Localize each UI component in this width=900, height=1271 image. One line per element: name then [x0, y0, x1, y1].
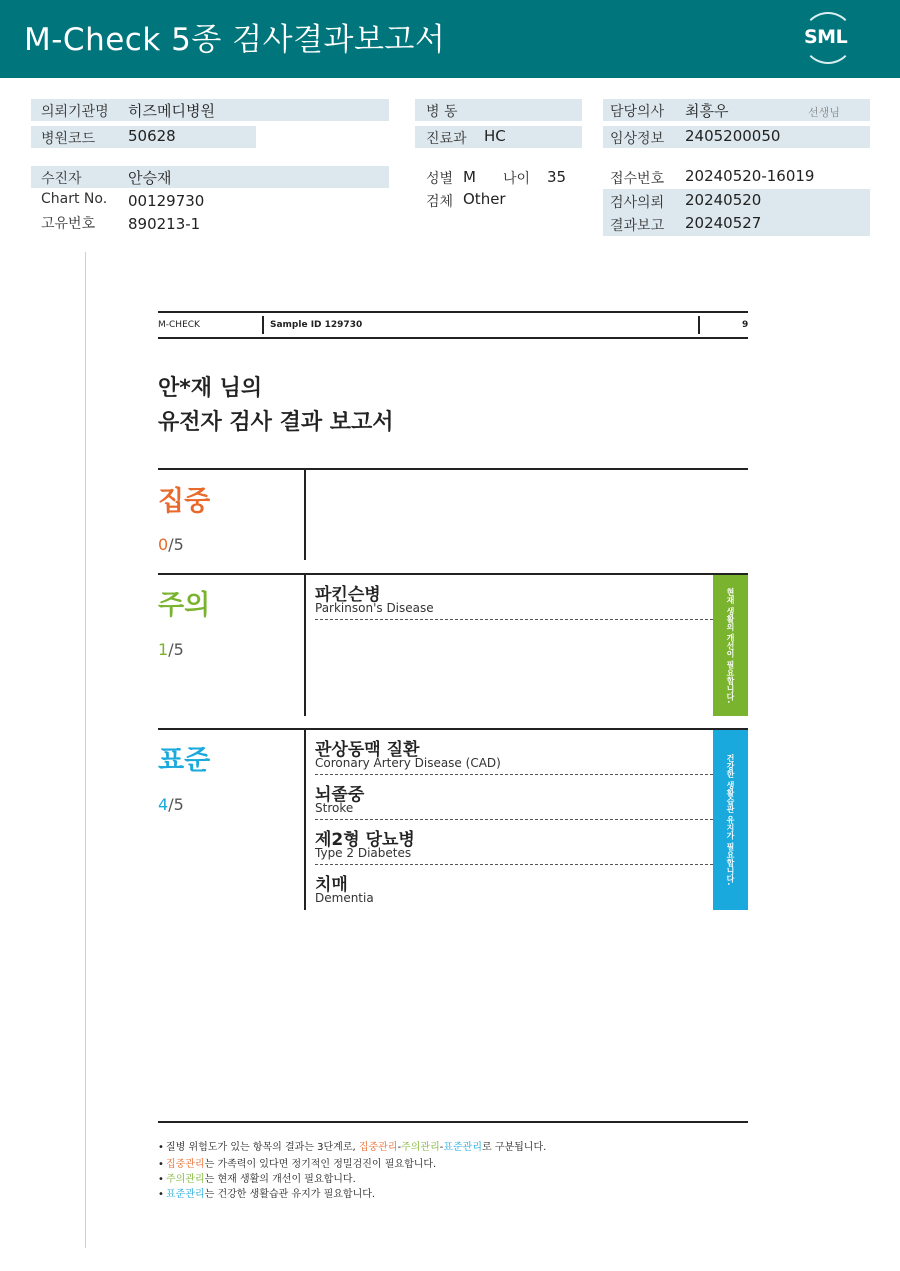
- report-date-label: 결과보고: [610, 218, 665, 234]
- disease-parkinsons-ko: 파킨슨병: [315, 585, 381, 605]
- item-divider: [315, 819, 713, 820]
- section-focus-title: 집중: [158, 486, 211, 517]
- sample-id: Sample ID 129730: [270, 320, 363, 330]
- report-header: [0, 0, 900, 78]
- section-standard-divider: [304, 730, 306, 910]
- margin-line: [85, 252, 86, 1248]
- standard-side-text: 건강한 생활습관 유지가 필요합니다.: [726, 754, 735, 886]
- disease-cad-ko: 관상동맥 질환: [315, 740, 420, 760]
- institution-value: 히즈메디병원: [128, 102, 215, 120]
- section-caution-title: 주의: [158, 590, 211, 621]
- dept-label: 진료과: [426, 131, 467, 147]
- dept-value: HC: [484, 127, 506, 145]
- page-number: 9: [742, 320, 749, 330]
- age-label: 나이: [503, 171, 531, 187]
- section-caution-rule: [158, 573, 748, 575]
- section-standard-title: 표준: [158, 745, 211, 776]
- disease-parkinsons-en: Parkinson's Disease: [315, 601, 434, 615]
- strip-divider: [262, 316, 264, 334]
- caution-side-text: 현재 생활의 개선이 필요합니다.: [726, 587, 735, 704]
- request-label: 검사의뢰: [610, 195, 665, 211]
- disease-dementia-en: Dementia: [315, 891, 374, 905]
- section-standard-count: 4/5: [158, 795, 184, 814]
- doctor-value: 최흥우: [685, 102, 729, 120]
- section-focus-rule: [158, 468, 748, 470]
- logo-text: SML: [804, 26, 848, 48]
- disease-diabetes-en: Type 2 Diabetes: [315, 846, 412, 860]
- item-divider: [315, 774, 713, 775]
- institution-label: 의뢰기관명: [41, 104, 109, 120]
- receipt-label: 접수번호: [610, 171, 665, 187]
- note-3: • 주의관리는 현재 생활의 개선이 필요합니다.: [158, 1174, 356, 1185]
- ward-label: 병 동: [426, 104, 458, 120]
- strip-brand: M-CHECK: [158, 320, 200, 330]
- section-focus-divider: [304, 470, 306, 560]
- disease-dementia-ko: 치매: [315, 875, 348, 895]
- doctor-label: 담당의사: [610, 104, 665, 120]
- section-standard-rule: [158, 728, 748, 730]
- section-caution-count: 1/5: [158, 640, 184, 659]
- sex-label: 성별: [426, 171, 454, 187]
- note-2: • 집중관리는 가족력이 있다면 정기적인 정밀검진이 필요합니다.: [158, 1159, 437, 1170]
- disease-cad-en: Coronary Artery Disease (CAD): [315, 756, 501, 770]
- item-divider: [315, 619, 713, 620]
- report-date-value: 20240527: [685, 214, 762, 232]
- report-name-line: 안*재 님의: [158, 376, 263, 401]
- strip-divider-2: [698, 316, 700, 334]
- doctor-suffix: 선생님: [808, 106, 840, 119]
- disease-stroke-en: Stroke: [315, 801, 354, 815]
- strip-bottom-rule: [158, 337, 748, 339]
- section-focus-count: 0/5: [158, 535, 184, 554]
- report-title-line: 유전자 검사 결과 보고서: [158, 410, 394, 435]
- sml-logo: [802, 12, 854, 64]
- section-caution-divider: [304, 575, 306, 716]
- caution-side-banner: [713, 575, 748, 716]
- note-1: • 질병 위험도가 있는 항목의 결과는 3단계로, 집중관리-주의관리-표준관리로 구분됩니다.: [158, 1142, 547, 1153]
- sex-value: M: [463, 168, 476, 186]
- patient-box: [31, 166, 389, 188]
- hospital-code-label: 병원코드: [41, 131, 96, 147]
- report-title: M-Check 5종 검사결과보고서: [24, 22, 446, 58]
- specimen-value: Other: [463, 190, 506, 208]
- request-value: 20240520: [685, 191, 762, 209]
- strip-top-rule: [158, 311, 748, 313]
- chart-label: Chart No.: [41, 191, 108, 207]
- receipt-value: 20240520-16019: [685, 167, 815, 185]
- note-4: • 표준관리는 건강한 생활습관 유지가 필요합니다.: [158, 1189, 376, 1200]
- unique-value: 890213-1: [128, 215, 201, 233]
- disease-stroke-ko: 뇌졸중: [315, 785, 365, 805]
- standard-side-banner: [713, 730, 748, 910]
- item-divider: [315, 864, 713, 865]
- patient-label: 수진자: [41, 171, 82, 187]
- notes-rule: [158, 1121, 748, 1123]
- hospital-code-value: 50628: [128, 127, 176, 145]
- patient-value: 안승재: [128, 169, 172, 187]
- specimen-label: 검체: [426, 194, 454, 210]
- clinical-value: 2405200050: [685, 127, 781, 145]
- disease-diabetes-ko: 제2형 당뇨병: [315, 830, 415, 850]
- chart-value: 00129730: [128, 192, 205, 210]
- age-value: 35: [547, 168, 567, 186]
- clinical-label: 임상정보: [610, 131, 665, 147]
- unique-label: 고유번호: [41, 216, 96, 232]
